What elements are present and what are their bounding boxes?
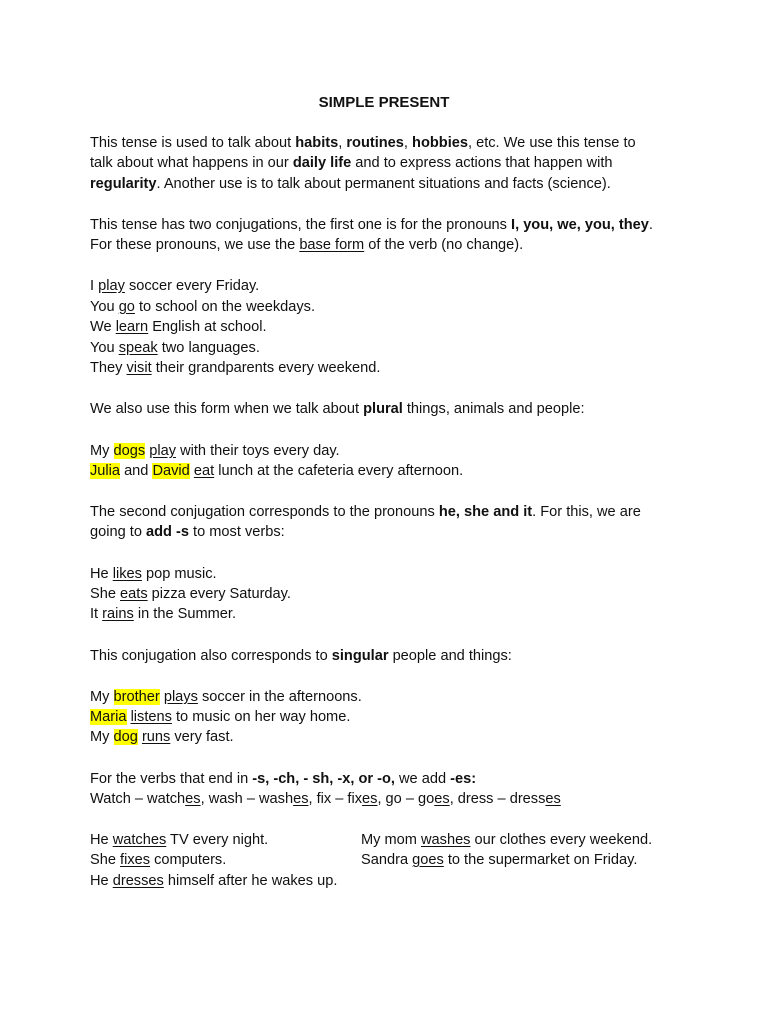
bold-term: hobbies [412, 135, 468, 151]
underlined-verb: es [434, 791, 450, 807]
text-segment: I [90, 278, 99, 294]
underlined-verb: es [185, 791, 201, 807]
underlined-verb: play [98, 278, 125, 294]
text-segment: , dress – dress [449, 791, 546, 807]
text-segment: Sandra [361, 852, 413, 868]
example-sentence-left [90, 871, 337, 891]
text-segment: going to [90, 524, 146, 540]
es-rule-line [90, 769, 476, 789]
bold-term: plural [363, 401, 403, 417]
highlighted-subject: Maria [90, 709, 127, 725]
text-segment: in the Summer. [133, 606, 237, 622]
example-sentence [90, 687, 362, 707]
text-segment: pop music. [141, 566, 217, 582]
text-segment: For these pronouns, we use the [90, 237, 300, 253]
text-segment: For the verbs that end in [90, 771, 253, 787]
text-segment: My [90, 443, 114, 459]
text-segment: and [120, 463, 153, 479]
underlined-verb: likes [112, 566, 142, 582]
underlined-verb: goes [412, 852, 444, 868]
underlined-verb: runs [141, 729, 171, 745]
text-segment: , wash – wash [200, 791, 294, 807]
intro-line [90, 174, 611, 194]
text-segment: two languages. [157, 340, 260, 356]
text-segment: He [90, 566, 113, 582]
highlighted-subject: dog [113, 729, 138, 745]
text-segment: She [90, 852, 121, 868]
underlined-verb: speak [118, 340, 158, 356]
text-segment: We also use this form when we talk about [90, 401, 364, 417]
first-conjugation-line [90, 235, 523, 255]
example-sentence [90, 297, 315, 317]
underlined-verb: listens [130, 709, 172, 725]
text-segment: soccer in the afternoons. [197, 689, 362, 705]
text-segment: people and things: [388, 648, 512, 664]
underlined-verb: play [149, 443, 177, 459]
es-examples-line [90, 789, 561, 809]
text-segment: things, animals and people: [402, 401, 585, 417]
plural-explanation [90, 399, 585, 419]
bold-term: singular [331, 648, 389, 664]
bold-term: I, you, we, you, they [511, 217, 649, 233]
example-sentence [90, 707, 350, 727]
text-segment: . For this, we are [532, 504, 641, 520]
text-segment: This conjugation also corresponds to [90, 648, 332, 664]
underlined-verb: es [362, 791, 378, 807]
text-segment: , fix – fix [308, 791, 363, 807]
text-segment: pizza every Saturday. [147, 586, 291, 602]
text-segment: , [403, 135, 413, 151]
example-sentence [90, 317, 267, 337]
intro-line [90, 153, 612, 173]
underlined-verb: base form [299, 237, 365, 253]
text-segment: , [338, 135, 347, 151]
intro-line [90, 133, 636, 153]
text-segment: The second conjugation corresponds to the pronouns [90, 504, 439, 520]
example-sentence [90, 584, 291, 604]
underlined-verb: plays [163, 689, 198, 705]
underlined-verb: dresses [112, 873, 164, 889]
text-segment: . [648, 217, 653, 233]
text-segment: soccer every Friday. [124, 278, 260, 294]
example-sentence [90, 461, 463, 481]
bold-term: regularity [90, 176, 157, 192]
bold-term: -s, -ch, - sh, -x, or -o, [252, 771, 395, 787]
example-sentence-right [361, 850, 637, 870]
example-sentence-left [90, 850, 226, 870]
text-segment: This tense is used to talk about [90, 135, 296, 151]
bold-term: -es: [450, 771, 477, 787]
highlighted-subject: dogs [113, 443, 146, 459]
text-segment: computers. [150, 852, 227, 868]
document-title: SIMPLE PRESENT [318, 94, 450, 111]
text-segment: we add [394, 771, 451, 787]
text-segment: lunch at the cafeteria every afternoon. [214, 463, 464, 479]
text-segment: to the supermarket on Friday. [443, 852, 638, 868]
text-segment: You [90, 299, 119, 315]
example-sentence-left [90, 830, 268, 850]
example-sentence [90, 358, 380, 378]
text-segment: to most verbs: [188, 524, 285, 540]
text-segment: talk about what happens in our [90, 155, 293, 171]
underlined-verb: eats [120, 586, 148, 602]
underlined-verb: watches [112, 832, 167, 848]
text-segment: You [90, 340, 119, 356]
text-segment: , etc. We use this tense to [467, 135, 636, 151]
underlined-verb: es [293, 791, 309, 807]
bold-term: daily life [292, 155, 352, 171]
text-segment: , go – go [377, 791, 435, 807]
highlighted-subject: brother [113, 689, 160, 705]
text-segment: English at school. [148, 319, 267, 335]
highlighted-subject: Julia [90, 463, 121, 479]
text-segment: to school on the weekdays. [134, 299, 316, 315]
text-segment: She [90, 586, 121, 602]
text-segment: It [90, 606, 103, 622]
text-segment: and to express actions that happen with [351, 155, 613, 171]
highlighted-subject: David [152, 463, 190, 479]
text-segment: My mom [361, 832, 421, 848]
text-segment: their grandparents every weekend. [151, 360, 381, 376]
bold-term: he, she and it [438, 504, 533, 520]
example-sentence-right [361, 830, 652, 850]
underlined-verb: visit [126, 360, 152, 376]
text-segment: with their toys every day. [176, 443, 340, 459]
singular-explanation [90, 646, 512, 666]
text-segment: . Another use is to talk about permanent situations and facts (science). [156, 176, 611, 192]
text-segment: Watch – watch [90, 791, 186, 807]
text-segment: They [90, 360, 127, 376]
text-segment: My [90, 689, 114, 705]
example-sentence [90, 441, 340, 461]
example-sentence [90, 276, 259, 296]
text-segment: our clothes every weekend. [470, 832, 653, 848]
underlined-verb: eat [193, 463, 215, 479]
example-sentence [90, 604, 236, 624]
first-conjugation-line [90, 215, 653, 235]
underlined-verb: es [545, 791, 561, 807]
underlined-verb: learn [115, 319, 149, 335]
text-segment: We [90, 319, 116, 335]
text-segment: TV every night. [166, 832, 269, 848]
text-segment: This tense has two conjugations, the first one is for the pronouns [90, 217, 512, 233]
bold-term: habits [295, 135, 339, 151]
text-segment: My [90, 729, 114, 745]
second-conjugation-line [90, 502, 641, 522]
underlined-verb: rains [102, 606, 134, 622]
bold-term: routines [346, 135, 404, 151]
underlined-verb: washes [421, 832, 471, 848]
text-segment: very fast. [170, 729, 234, 745]
example-sentence [90, 338, 260, 358]
underlined-verb: go [118, 299, 135, 315]
text-segment: of the verb (no change). [364, 237, 524, 253]
underlined-verb: fixes [120, 852, 151, 868]
bold-term: add -s [146, 524, 189, 540]
second-conjugation-line [90, 522, 285, 542]
text-segment: He [90, 873, 113, 889]
text-segment: himself after he wakes up. [163, 873, 338, 889]
text-segment: He [90, 832, 113, 848]
example-sentence [90, 564, 217, 584]
text-segment: to music on her way home. [171, 709, 351, 725]
example-sentence [90, 727, 234, 747]
